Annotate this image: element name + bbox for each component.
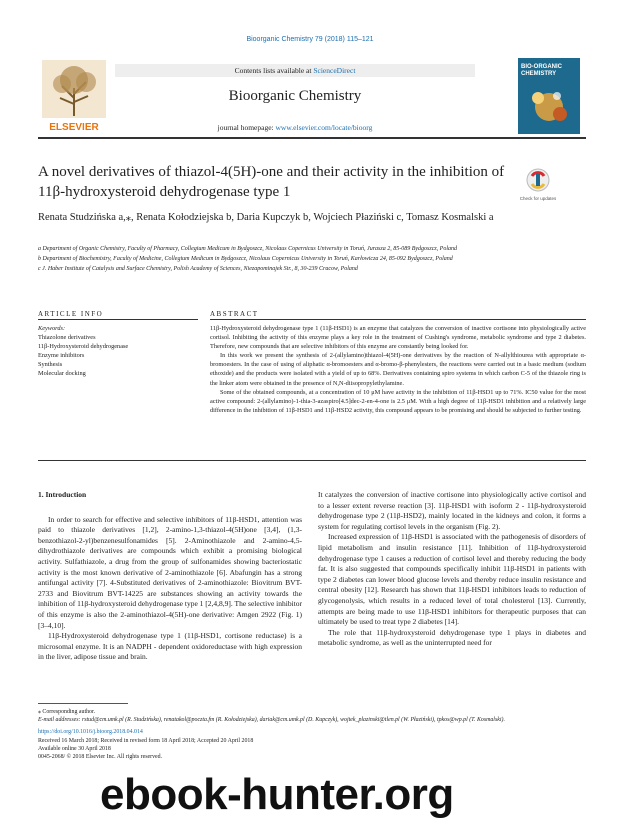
body-paragraph: It catalyzes the conversion of inactive cortisone into physiologically active cortisol and to a lesser extent reverse reaction [3]. 11β-HSD1 with isoform 2 - 11β-hydroxysteroid dehydrogenase type 2 (11β-HSD2), mainly located in the kidneys and colon, it forms a system for regulating cortisol levels in the organism (Fig. 2). — [318, 490, 586, 531]
elsevier-logo — [38, 58, 110, 134]
keyword-item: Enzyme inhibitors — [38, 352, 85, 359]
homepage-link[interactable]: www.elsevier.com/locate/bioorg — [275, 123, 373, 132]
abstract-bottom-rule — [38, 460, 586, 461]
author-list: Renata Studzińska a,⁎, Renata Kołodziejska b, Daria Kupczyk b, Wojciech Płaziński c, Tomasz Kosmalski a — [38, 212, 494, 223]
keyword-item: Synthesis — [38, 361, 63, 368]
keywords-label: Keywords: — [38, 325, 66, 332]
journal-cover — [518, 58, 580, 134]
contents-prefix: Contents lists available at — [234, 66, 314, 75]
body-column-left — [38, 490, 302, 663]
email-addresses: E-mail addresses: rstud@cm.umk.pl (R. Studzińska), renatakol@poczta.fm (R. Kołodziejska), dariak@cm.umk.pl (D. Kupczyk), wojtek_plazinski@tlen.pl (W. Płaziński), tpkos@wp.pl (T. Kosmalski). — [38, 717, 505, 724]
journal-title: Bioorganic Chemistry — [228, 88, 362, 104]
check-for-updates-icon — [520, 166, 556, 206]
crossmark-badge[interactable] — [520, 166, 556, 206]
affiliations — [38, 244, 578, 274]
keyword-item: 11β-Hydroxysteroid dehydrogenase — [38, 343, 129, 350]
doi-link[interactable]: https://doi.org/10.1016/j.bioorg.2018.04.014 — [38, 729, 143, 736]
homepage-line — [115, 123, 475, 132]
affiliation-c: c J. Haber Institute of Catalysis and Surface Chemistry, Polish Academy of Sciences, Niezapominajek Str., 8, 30-239 Cracow, Poland — [38, 266, 358, 272]
homepage-prefix: journal homepage: — [217, 123, 276, 132]
abstract-heading: ABSTRACT — [210, 310, 259, 318]
keywords-block — [38, 324, 198, 378]
journal-reference[interactable]: Bioorganic Chemistry 79 (2018) 115–121 — [246, 36, 374, 43]
crossmark-label: Check for updates — [520, 196, 556, 201]
contents-line — [115, 64, 475, 77]
body-paragraph: In order to search for effective and selective inhibitors of 11β-HSD1, attention was paid to thiazole derivatives [1,2], 2-amino-1,3-thiazol-4(5H)one [3,4], (1,3-benzothiazol-2-yl)benzenesulfonamides [5]. 2-Aminothiazole and 2-amino-4,5-dihydrothiazole derivatives are compounds which exhibit a promising biological activity. Sulfathiazole, a drug from the group of sulfonamides showing bacteriostatic activity is the most known derivative of 2-aminothiazole [6]. Abafungin has a strong antifungal activity [7]. 4-Substituted derivatives of 2-aminothiazole: Biovitrum BVT-2733 and Biovitrum BVT-14225 are substances showing an activity towards the inhibition of 11β-hydroxysteroid dehydrogenase type 1 [2,4,8,9]. The selective inhibitor of this enzyme is also the 2-aminothiazol-4(5H)-one derivative: Amgen 2922 (Fig. 1) [3–4,10]. — [38, 514, 302, 630]
body-paragraph: The role that 11β-hydroxysteroid dehydrogenase type 1 plays in diabetes and metabolic syndrome, as well as the uninterrupted need for — [318, 627, 586, 648]
body-column-right — [318, 490, 586, 649]
body-paragraph: 11β-Hydroxysteroid dehydrogenase type 1 (11β-HSD1, cortisone reductase) is a microsomal enzyme. It is an NADPH - dependent oxidoreductase with high expression in the liver, adipose tissue and brain. — [38, 631, 302, 662]
section-heading: 1. Introduction — [38, 490, 87, 499]
abstract-paragraph: 11β-Hydroxysteroid dehydrogenase type 1 (11β-HSD1) is an enzyme that catalyzes the conversion of inactive cortisone into physiologically active cortisol. Inhibiting the activity of this enzyme plays a key role in the treatment of Cushing's syndrome, metabolic syndrome and type 2 diabetes. Therefore, new compounds that are selective inhibitors of this enzyme are constantly being looked for. — [210, 325, 586, 351]
footnote-rule — [38, 703, 128, 704]
abstract-rule — [210, 319, 586, 320]
molecule-icon — [524, 84, 574, 130]
keyword-item: Thiazolone derivatives — [38, 334, 96, 341]
tree-logo-icon — [38, 58, 110, 134]
body-paragraph: Increased expression of 11β-HSD1 is associated with the pathogenesis of disorders of lipid metabolism and insulin resistance [11]. Inhibition of 11β-hydroxysteroid dehydrogenase type 1 causes a reduction of cortisol level and thereby reducing the body fat. It is also suggested that compounds specifically inhibit 11β-HSD1 in patients with type 2 diabetes can lower blood glucose levels and thereby reduce insulin resistance and central obesity [12]. Research has shown that 11β-HSD1 inhibitors leads to reduction of glycogenolysis, which results in a reduced level of total cholesterol [13]. Currently, attempts are being made to use 11β-HSD1 inhibitors for therapeutic purposes that can ultimately be used to treat type 2 diabetes [14]. — [318, 532, 586, 627]
abstract-body — [210, 324, 586, 415]
corresponding-author-note: ⁎ Corresponding author. — [38, 709, 96, 715]
article-title: A novel derivatives of thiazol-4(5H)-one and their activity in the inhibition of 11β-hydroxysteroid dehydrogenase type 1 — [38, 164, 505, 200]
affiliation-a: a Department of Organic Chemistry, Faculty of Pharmacy, Collegium Medicum in Bydgoszcz, Nicolaus Copernicus University in Toruń, Jurasza 2, 85-089 Bydgoszcz, Poland — [38, 246, 458, 252]
article-info-heading: ARTICLE INFO — [38, 310, 104, 318]
sciencedirect-link[interactable]: ScienceDirect — [313, 66, 356, 75]
article-info-rule — [38, 319, 198, 320]
abstract-paragraph: In this work we present the synthesis of 2-(allylamino)thiazol-4(5H)-one derivatives by the reaction of N-allylthiourea with appropriate α-bromoesters. In the case of using of aliphatic α-bromoesters and α-bromo-β-phenylesters, the reactions were carried out in a basic medium (sodium ethoxide) and the products were isolated with a yield of up to 68%. Derivatives containing spiro systems in which carbon C-5 of the thiazole ring is the linker atom were obtained in the presence of N,N-diisopropylethylamine. — [210, 352, 586, 387]
cover-title: BIO-ORGANIC CHEMISTRY — [521, 64, 562, 77]
copyright-line: 0045-2068/ © 2018 Elsevier Inc. All rights reserved. — [38, 754, 163, 761]
received-dates: Received 16 March 2018; Received in revised form 18 April 2018; Accepted 20 April 2018 — [38, 737, 254, 744]
abstract-paragraph: Some of the obtained compounds, at a concentration of 10 μM have activity in the inhibition of 11β-HSD1 up to 71%. IC50 value for the most active compound: 2-(allylamino)-1-thia-3-azaspiro[4.5]dec-2-en-4-one is 2.5 μM. With a high degree of 11β-HSD1 inhibition and a relatively large difference in the inhibition of 11β-HSD1 and 11β-HSD2 activity, this compound appears to be promising and should be subjected to further testing. — [210, 388, 586, 414]
watermark-text: ebook-hunter.org — [100, 770, 454, 819]
footnotes — [38, 708, 586, 761]
affiliation-b: b Department of Biochemistry, Faculty of Medicine, Collegium Medicum in Bydgoszcz, Nicolaus Copernicus University in Toruń, Karłowicza 24, 85-092 Bydgoszcz, Poland — [38, 256, 453, 262]
header-rule — [38, 137, 586, 139]
keyword-item: Molecular docking — [38, 370, 86, 377]
elsevier-logo-text: ELSEVIER — [49, 122, 99, 133]
available-online: Available online 30 April 2018 — [38, 745, 111, 752]
